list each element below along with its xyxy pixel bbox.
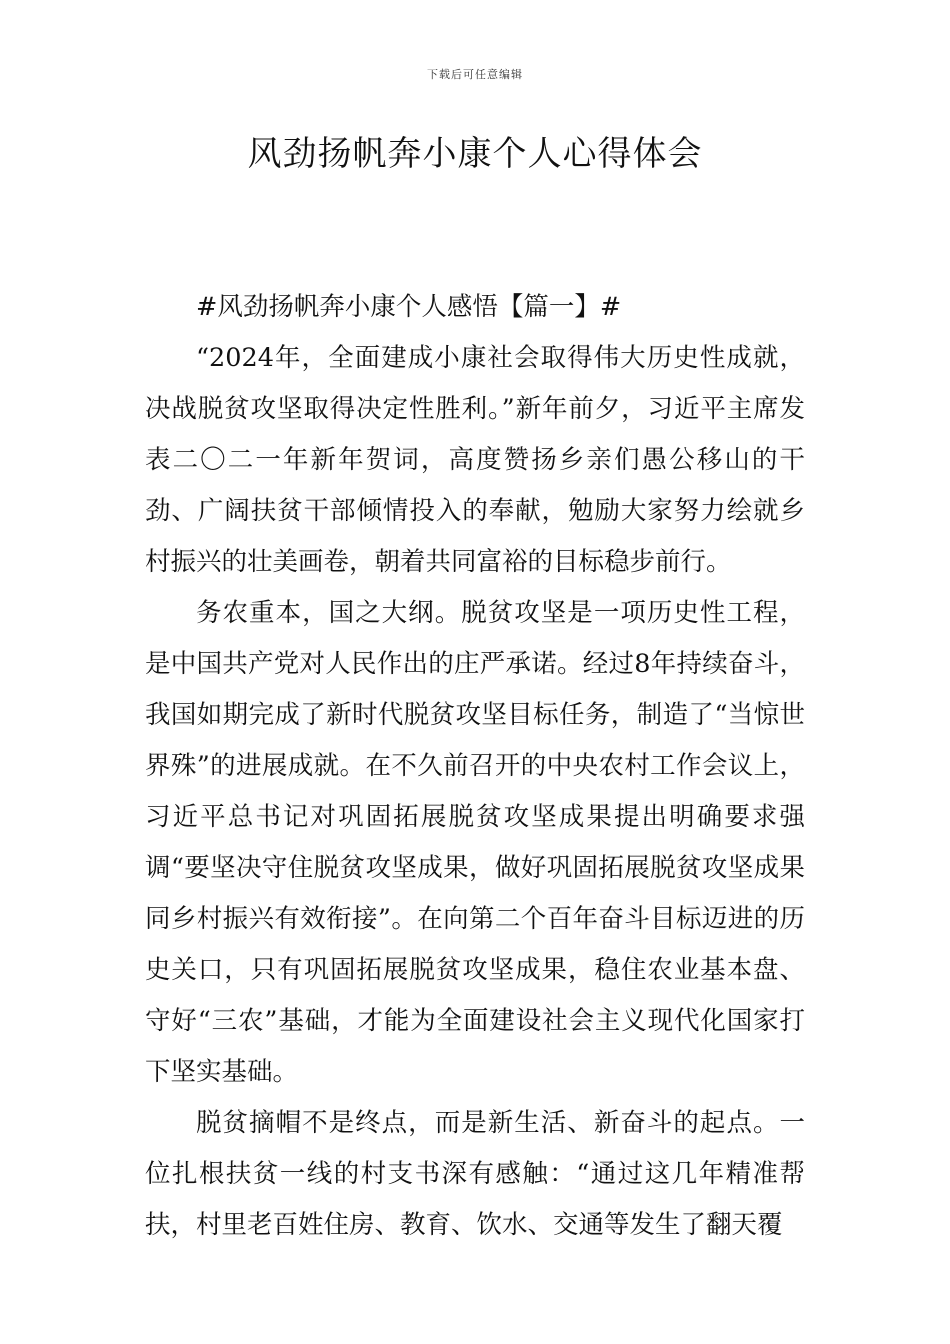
document-title: 风劲扬帆奔小康个人心得体会 xyxy=(247,134,703,174)
page-header-note: 下载后可任意编辑 xyxy=(427,68,523,81)
document-body xyxy=(145,282,805,1251)
paragraph-3: 脱贫摘帽不是终点，而是新生活、新奋斗的起点。一位扎根扶贫一线的村支书深有感触：“通过这几年精准帮扶，村里老百姓住房、教育、饮水、交通等发生了翻天覆 xyxy=(145,1108,805,1240)
paragraph-1: “2024年，全面建成小康社会取得伟大历史性成就，决战脱贫攻坚取得决定性胜利。”新年前夕，习近平主席发表二〇二一年新年贺词，高度赞扬乡亲们愚公移山的干劲、广阔扶贫干部倾情投入的奉献，勉励大家努力绘就乡村振兴的壮美画卷，朝着共同富裕的目标稳步前行。 xyxy=(145,343,805,577)
paragraph-2: 务农重本，国之大纲。脱贫攻坚是一项历史性工程，是中国共产党对人民作出的庄严承诺。经过8年持续奋斗，我国如期完成了新时代脱贫攻坚目标任务，制造了“当惊世界殊”的进展成就。在不久前召开的中央农村工作会议上，习近平总书记对巩固拓展脱贫攻坚成果提出明确要求强调“要坚决守住脱贫攻坚成果，做好巩固拓展脱贫攻坚成果同乡村振兴有效衔接”。在向第二个百年奋斗目标迈进的历史关口，只有巩固拓展脱贫攻坚成果，稳住农业基本盘、守好“三农”基础，才能为全面建设社会主义现代化国家打下坚实基础。 xyxy=(145,598,805,1087)
section-heading: #风劲扬帆奔小康个人感悟【篇一】# xyxy=(196,292,622,322)
